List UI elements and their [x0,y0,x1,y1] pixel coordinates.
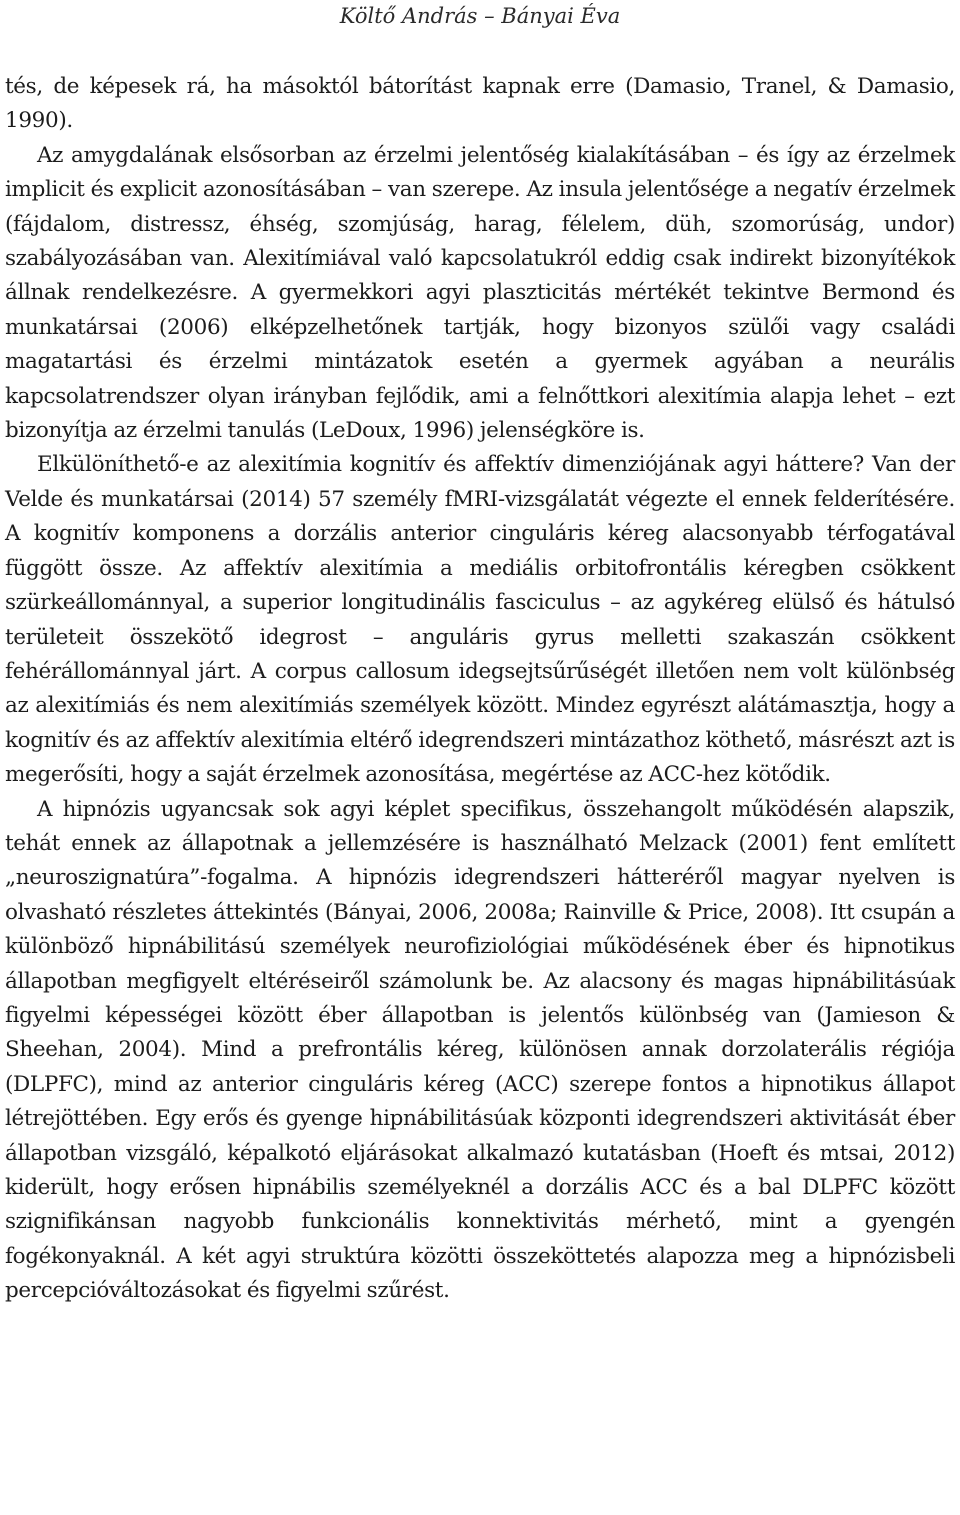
paragraph: A hipnózis ugyancsak sok agyi képlet specifikus, összehangolt működésén alapszik, tehát ennek az állapotnak a jellemzésére is használható Melzack (2001) fent említett „neuroszignatúra”-fogalma. A hipnózis idegrendszeri hátteréről magyar nyelven is olvasható részletes áttekintés (Bányai, 2006, 2008a; Rainville & Price, 2008). Itt csupán a különböző hipnábilitású személyek neurofiziológiai működésének éber és hipnotikus állapotban megfigyelt eltéréseiről számolunk be. Az alacsony és magas hipnábilitásúak figyelmi képességei között éber állapotban is jelentős különbség van (Jamieson & Sheehan, 2004). Mind a prefrontális kéreg, különösen annak dorzolaterális régiója (DLPFC), mind az anterior cinguláris kéreg (ACC) szerepe fontos a hipnotikus állapot létrejöttében. Egy erős és gyenge hipnábilitásúak központi idegrendszeri aktivitását éber állapotban vizsgáló, képalkotó eljárásokat alkalmazó kutatásban (Hoeft és mtsai, 2012) kiderült, hogy erősen hipnábilis személyeknél a dorzális ACC és a bal DLPFC között szignifikánsan nagyobb funkcionális konnektivitás mérhető, mint a gyengén fogékonyaknál. A két agyi struktúra közötti összeköttetés alapozza meg a hipnózisbeli percepcióváltozásokat és figyelmi szűrést. [5,796,955,1304]
body-text [5,70,955,1309]
running-head: Költő András – Bányai Éva [339,4,621,28]
paragraph: Az amygdalának elsősorban az érzelmi jelentőség kialakításában – és így az érzelmek implicit és explicit azonosításában – van szerepe. Az insula jelentősége a negatív érzelmek (fájdalom, distressz, éhség, szomjúság, harag, félelem, düh, szomorúság, undor) szabályozásában van. Alexitímiával való kapcsolatukról eddig csak indirekt bizonyítékok állnak rendelkezésre. A gyermekkori agyi plaszticitás mértékét tekintve Bermond és munkatársai (2006) elképzelhetőnek tartják, hogy bizonyos szülői vagy családi magatartási és érzelmi mintázatok esetén a gyermek agyában a neurális kapcsolatrendszer olyan irányban fejlődik, ami a felnőttkori alexitímia alapja lehet – ezt bizonyítja az érzelmi tanulás (LeDoux, 1996) jelenségköre is. [5,142,955,444]
paragraph: tés, de képesek rá, ha másoktól bátorítást kapnak erre (Damasio, Tranel, & Damasio, 1990). [5,74,955,134]
paragraph: Elkülöníthető-e az alexitímia kognitív és affektív dimenziójának agyi háttere? Van der Velde és munkatársai (2014) 57 személy fMRI-vizsgálatát végezte el ennek felderítésére. A kognitív komponens a dorzális anterior cinguláris kéreg alacsonyabb térfogatával függött össze. Az affektív alexitímia a mediális orbitofrontális kéregben csökkent szürkeállománnyal, a superior longitudinális fasciculus – az agykéreg elülső és hátulsó területeit összekötő idegrost – anguláris gyrus melletti szakaszán csökkent fehérállománnyal járt. A corpus callosum idegsejtsűrűségét illetően nem volt különbség az alexitímiás és nem alexitímiás személyek között. Mindez egyrészt alátámasztja, hogy a kognitív és az affektív alexitímia eltérő idegrendszeri mintázathoz köthető, másrészt azt is megerősíti, hogy a saját érzelmek azonosítása, megértése az ACC-hez kötődik. [5,452,955,788]
